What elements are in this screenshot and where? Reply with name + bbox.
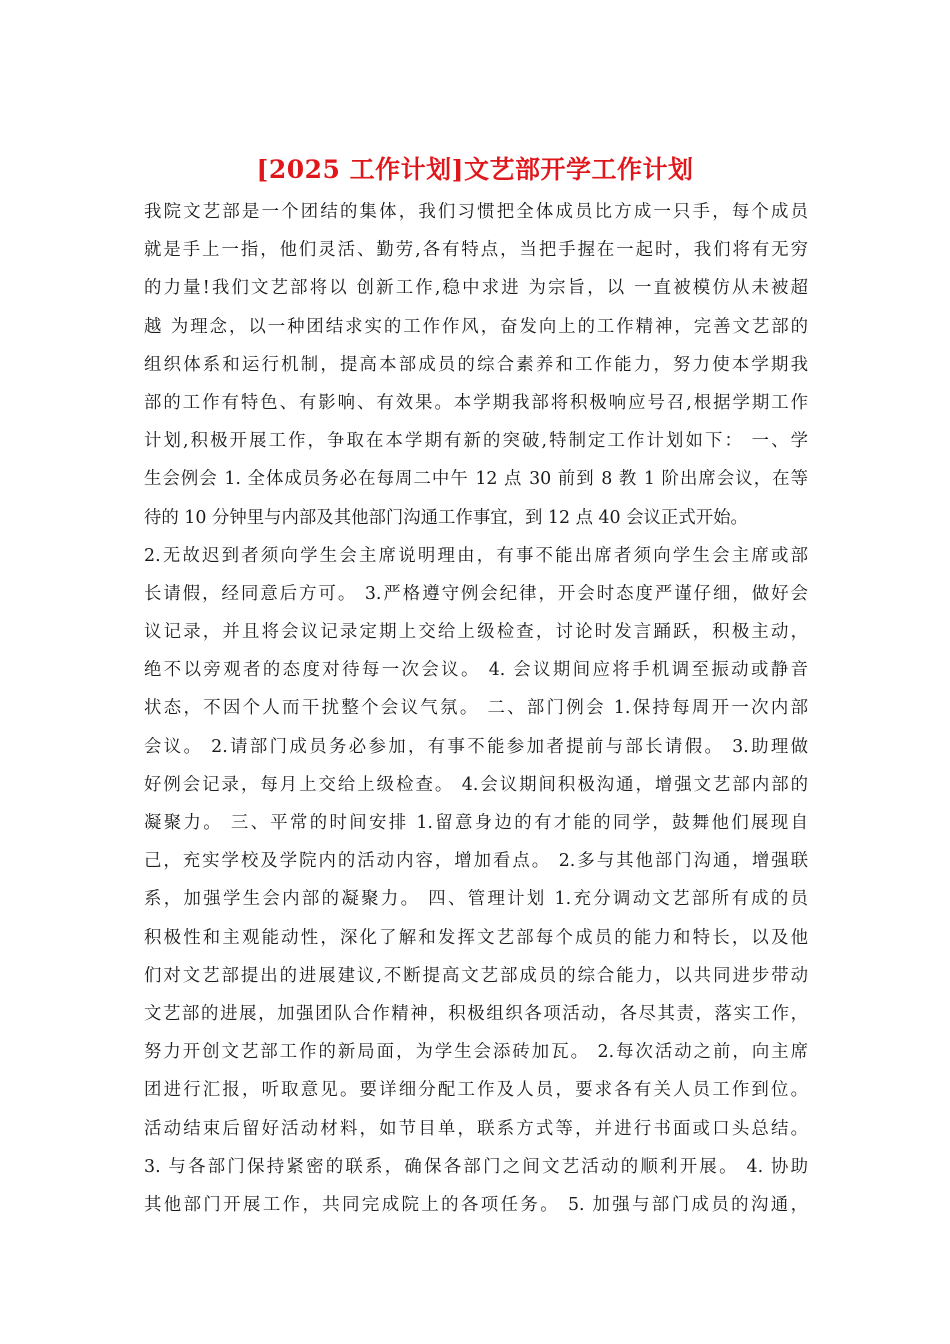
body-line-13: 绝不以旁观者的态度对待每一次会议。 4. 会议期间应将手机调至振动或静音	[144, 660, 808, 681]
body-line-27: 其他部门开展工作，共同完成院上的各项任务。 5. 加强与部门成员的沟通，	[144, 1194, 808, 1215]
body-line-16: 好例会记录，每月上交给上级检查。 4.会议期间积极沟通，增强文艺部内部的	[144, 774, 808, 795]
body-line-25: 活动结束后留好活动材料，如节目单，联系方式等，并进行书面或口头总结。	[144, 1118, 808, 1139]
body-line-20: 积极性和主观能动性，深化了解和发挥文艺部每个成员的能力和特长，以及他	[144, 927, 808, 948]
body-line-4: 越 为理念，以一种团结求实的工作作风，奋发向上的工作精神，完善文艺部的	[144, 316, 808, 337]
body-line-15: 会议。 2.请部门成员务必参加，有事不能参加者提前与部长请假。 3.助理做	[144, 736, 808, 757]
body-line-5: 组织体系和运行机制，提高本部成员的综合素养和工作能力，努力使本学期我	[144, 354, 808, 375]
document-body	[144, 193, 808, 1224]
body-line-2: 就是手上一指，他们灵活、勤劳,各有特点，当把手握在一起时，我们将有无穷	[144, 240, 808, 261]
body-line-24: 团进行汇报，听取意见。要详细分配工作及人员，要求各有关人员工作到位。	[144, 1080, 808, 1101]
body-line-23: 努力开创文艺部工作的新局面，为学生会添砖加瓦。 2.每次活动之前，向主席	[144, 1042, 808, 1063]
body-line-12: 议记录，并且将会议记录定期上交给上级检查，讨论时发言踊跃，积极主动，	[144, 622, 808, 643]
body-line-26: 3. 与各部门保持紧密的联系，确保各部门之间文艺活动的顺利开展。 4. 协助	[144, 1156, 808, 1177]
body-line-10: 2.无故迟到者须向学生会主席说明理由，有事不能出席者须向学生会主席或部	[144, 545, 808, 566]
body-line-6: 部的工作有特色、有影响、有效果。本学期我部将积极响应号召,根据学期工作	[144, 392, 808, 413]
body-line-14: 状态，不因个人而干扰整个会议气氛。 二、部门例会 1.保持每周开一次内部	[144, 698, 808, 719]
body-line-1: 我院文艺部是一个团结的集体，我们习惯把全体成员比方成一只手，每个成员	[144, 202, 808, 222]
body-line-18: 己，充实学校及学院内的活动内容，增加看点。 2.多与其他部门沟通，增强联	[144, 851, 808, 872]
body-line-8: 生会例会 1. 全体成员务必在每周二中午 12 点 30 前到 8 教 1 阶出席会议，在等	[144, 469, 808, 490]
body-line-19: 系，加强学生会内部的凝聚力。 四、管理计划 1.充分调动文艺部所有成的员	[144, 889, 808, 910]
document-title: [2025 工作计划]文艺部开学工作计划	[256, 155, 694, 184]
body-line-17: 凝聚力。 三、平常的时间安排 1.留意身边的有才能的同学，鼓舞他们展现自	[144, 813, 808, 833]
body-line-9: 待的 10 分钟里与内部及其他部门沟通工作事宜，到 12 点 40 会议正式开始。	[144, 507, 748, 528]
body-line-11: 长请假，经同意后方可。 3.严格遵守例会纪律，开会时态度严谨仔细，做好会	[144, 583, 808, 604]
body-line-7: 计划,积极开展工作，争取在本学期有新的突破,特制定工作计划如下： 一、学	[144, 431, 808, 452]
body-line-22: 文艺部的进展，加强团队合作精神，积极组织各项活动，各尽其责，落实工作，	[144, 1003, 808, 1024]
body-line-3: 的力量!我们文艺部将以 创新工作,稳中求进 为宗旨，以 一直被模仿从未被超	[144, 278, 808, 299]
body-line-21: 们对文艺部提出的进展建议,不断提高文艺部成员的综合能力，以共同进步带动	[144, 965, 808, 986]
